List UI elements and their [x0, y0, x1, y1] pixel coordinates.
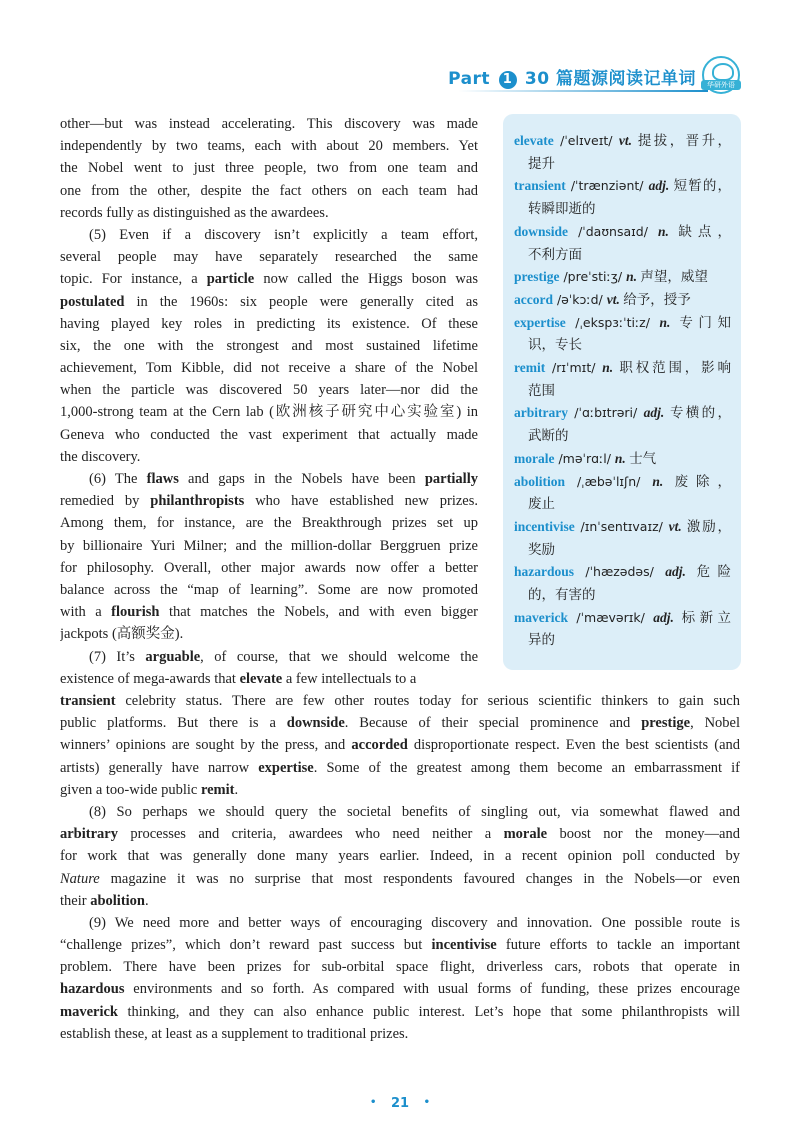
text-line: 1,000-strong team at the Cern lab (欧洲核子研究中心实验室) in [60, 404, 478, 421]
vocab-meaning-continued: 的，有害的 [528, 587, 596, 603]
text-line: problem. There have been prizes for sub-orbital space flight, driverless cars, robots that operate in [60, 959, 740, 976]
vocab-part-of-speech: adj. [665, 564, 697, 580]
vocab-pronunciation: /preˈstiːʒ/ [559, 269, 627, 285]
vocab-meaning-continued: 武断的 [528, 428, 569, 444]
text-line: transient celebrity status. There are few other routes today for serious scientific thinkers to gain such [60, 693, 740, 709]
text-line: winners’ opinions are sought by the press, and accorded disproportionate respect. Even the best scientists (and [60, 737, 740, 754]
vocab-entry [514, 471, 731, 516]
vocab-pronunciation: /rɪˈmɪt/ [545, 360, 603, 376]
text-line: (8) So perhaps we should query the societal benefits of singling out, via somewhat flawed and [89, 803, 740, 820]
text-line: achievement, Tom Kibble, did not receive a share of the Nobel [60, 360, 478, 377]
text-line: (6) The flaws and gaps in the Nobels have been partially [89, 471, 478, 487]
text-line: given a too-wide public remit. [60, 781, 239, 798]
text-line: six, the one with the strongest and most sustained lifetime [60, 337, 478, 354]
vocab-meaning: 激励， [686, 518, 731, 534]
text-line: jackpots (高额奖金). [60, 626, 184, 643]
vocab-word: downside [514, 223, 569, 239]
page-footer [0, 1096, 800, 1111]
text-line: for philosophy. Overall, other major awards now offer a better [60, 559, 478, 576]
vocab-pronunciation: /ˌekspɜːˈtiːz/ [565, 314, 660, 330]
text-line: (5) Even if a discovery isn’t explicitly a team effort, [89, 226, 478, 243]
text-line: their abolition. [60, 892, 149, 909]
vocab-meaning: 专横的， [669, 405, 731, 421]
text-line: (9) We need more and better ways of encouraging discovery and innovation. One possible route is [89, 914, 740, 931]
vocab-entry [514, 402, 731, 447]
vocab-meaning: 给予，授予 [623, 291, 691, 307]
vocab-meaning-continued: 范围 [528, 382, 555, 398]
part-label: Part [448, 69, 491, 89]
vocab-entry [514, 312, 731, 357]
vocab-word: transient [514, 178, 566, 194]
text-line: balance across the “map of learning”. Some are now promoted [60, 581, 478, 598]
vocab-meaning: 标新立 [681, 609, 731, 625]
text-line: remedied by philanthropists who have established new prizes. [60, 493, 478, 510]
vocab-pronunciation: /ˈdaʊnsaɪd/ [568, 223, 658, 239]
text-line: when the particle was discovered 50 years later—nor did the [60, 382, 478, 399]
vocab-entry [514, 516, 731, 561]
text-line: “challenge prizes”, which don’t reward past success but incentivise future efforts to tackle an important [60, 937, 740, 954]
text-line: by billionaire Yuri Milner; and the million-dollar Berggruen prize [60, 537, 478, 554]
vocab-meaning-continued: 提升 [528, 155, 555, 171]
vocab-meaning: 废除， [674, 473, 731, 489]
vocab-pronunciation: /ˈhæzədəs/ [574, 564, 666, 580]
vocab-entry [514, 448, 731, 471]
text-line: arbitrary processes and criteria, awardees who need neither a morale boost nor the money—and [60, 826, 740, 843]
vocabulary-sidebar [503, 114, 741, 670]
vocab-meaning: 提拔，晋升， [637, 133, 731, 148]
text-line: public platforms. But there is a downside. Because of their special prominence and prestige, Nobel [60, 715, 740, 732]
vocab-word: incentivise [514, 518, 575, 534]
vocab-meaning: 士气 [629, 450, 657, 466]
vocab-entry [514, 289, 731, 312]
text-line: one from the other, despite the fact others on each team had [60, 182, 478, 199]
publisher-logo-icon [702, 56, 740, 94]
vocab-meaning: 专门知 [679, 314, 731, 330]
vocab-part-of-speech: adj. [648, 178, 674, 194]
vocab-word: abolition [514, 473, 566, 489]
text-line: several people may have separately researched the same [60, 249, 478, 266]
vocab-meaning-continued: 奖励 [528, 541, 555, 557]
text-line: maverick thinking, and they can also enhance public interest. Let’s hope that some philanthropists will [60, 1003, 740, 1020]
vocab-entry [514, 175, 731, 220]
vocab-entry [514, 221, 731, 266]
vocab-part-of-speech: n. [602, 360, 620, 376]
vocab-word: expertise [514, 314, 566, 330]
vocab-word: prestige [514, 269, 560, 285]
vocab-pronunciation: /ˈelɪveɪt/ [553, 133, 619, 148]
vocab-entry [514, 266, 731, 289]
text-line: establish these, at least as a supplement to traditional prizes. [60, 1025, 409, 1042]
vocab-part-of-speech: vt. [668, 518, 687, 534]
header-title [448, 64, 696, 89]
footer-dot-left: • [370, 1097, 377, 1108]
text-line: (7) It’s arguable, of course, that we should welcome the [89, 648, 478, 665]
footer-dot-right: • [423, 1097, 430, 1108]
vocab-meaning-continued: 转瞬即逝的 [528, 201, 596, 217]
vocab-pronunciation: /məˈrɑːl/ [554, 450, 615, 466]
book-title: 30 篇题源阅读记单词 [524, 69, 696, 89]
vocab-meaning-continued: 不利方面 [528, 246, 582, 262]
vocab-entry [514, 561, 731, 606]
page-header [400, 56, 740, 100]
text-line: independently by two teams, each with about 20 members. Yet [60, 138, 478, 155]
vocab-meaning: 危险 [696, 564, 731, 580]
vocab-word: maverick [514, 609, 568, 625]
vocab-word: remit [514, 360, 546, 376]
header-rule [458, 90, 708, 92]
vocab-pronunciation: /əˈkɔːd/ [552, 291, 607, 307]
vocab-meaning-continued: 异的 [528, 632, 555, 648]
vocab-part-of-speech: vt. [618, 133, 638, 148]
vocab-pronunciation: /ˈɑːbɪtrəri/ [567, 405, 644, 421]
text-line: postulated in the 1960s: six people were generally cited as [60, 293, 478, 310]
vocab-entry [514, 130, 731, 175]
vocab-part-of-speech: n. [659, 314, 680, 330]
vocab-pronunciation: /ˌæbəˈlɪʃn/ [565, 473, 653, 489]
logo-text: 华研外语 [701, 80, 741, 90]
vocab-part-of-speech: vt. [606, 291, 624, 307]
vocab-meaning: 声望，威望 [640, 269, 708, 285]
vocab-part-of-speech: adj. [643, 405, 670, 421]
text-line: the discovery. [60, 448, 141, 465]
text-line: records fully as distinguished as the awardees. [60, 204, 329, 221]
text-line: Nature magazine it was no surprise that most respondents favoured changes in the Nobels—or even [60, 870, 740, 887]
vocab-meaning: 缺点， [678, 223, 731, 239]
vocab-part-of-speech: n. [652, 473, 675, 489]
vocab-entry [514, 607, 731, 652]
part-number-badge: 1 [499, 71, 517, 89]
page-number: 21 [390, 1096, 410, 1111]
vocab-part-of-speech: n. [614, 450, 630, 466]
text-line: Among them, for instance, are the Breakthrough prizes set up [60, 515, 478, 532]
text-line: hazardous environments and so forth. As compared with usual forms of funding, these prizes encourage [60, 981, 740, 998]
text-line: the Nobel went to just three people, two from one team and [60, 160, 478, 177]
vocab-pronunciation: /ɪnˈsentɪvaɪz/ [574, 518, 669, 534]
article-text-narrow [60, 113, 478, 690]
vocab-pronunciation: /ˈtrænziənt/ [565, 178, 649, 194]
vocab-word: elevate [514, 133, 554, 148]
vocab-word: accord [514, 291, 553, 307]
vocab-part-of-speech: adj. [653, 609, 682, 625]
text-line: having played key roles in predicting its existence. Of these [60, 315, 478, 332]
vocab-part-of-speech: n. [626, 269, 641, 285]
text-line: Geneva who conducted the vast experiment that actually made [60, 426, 478, 443]
vocab-meaning-continued: 废止 [528, 496, 555, 512]
vocab-meaning: 短暂的， [673, 178, 731, 194]
vocab-word: hazardous [514, 564, 575, 580]
vocab-entry [514, 357, 731, 402]
text-line: topic. For instance, a particle now called the Higgs boson was [60, 271, 478, 288]
text-line: with a flourish that matches the Nobels, and with even bigger [60, 604, 478, 621]
vocab-word: morale [514, 450, 555, 466]
text-line: existence of mega-awards that elevate a few intellectuals to a [60, 670, 417, 687]
text-line: for work that was generally done many years earlier. Indeed, in a recent opinion poll conducted by [60, 848, 740, 865]
text-line: artists) generally have narrow expertise. Some of the greatest among them become an embarrassment if [60, 759, 740, 776]
article-text-wide [60, 690, 740, 1045]
vocab-word: arbitrary [514, 405, 568, 421]
text-line: other—but was instead accelerating. This discovery was made [60, 116, 478, 132]
vocab-part-of-speech: n. [658, 223, 679, 239]
vocab-meaning: 职权范围，影响 [619, 360, 731, 376]
vocab-pronunciation: /ˈmævərɪk/ [567, 609, 654, 625]
vocab-meaning-continued: 识，专长 [528, 337, 582, 353]
